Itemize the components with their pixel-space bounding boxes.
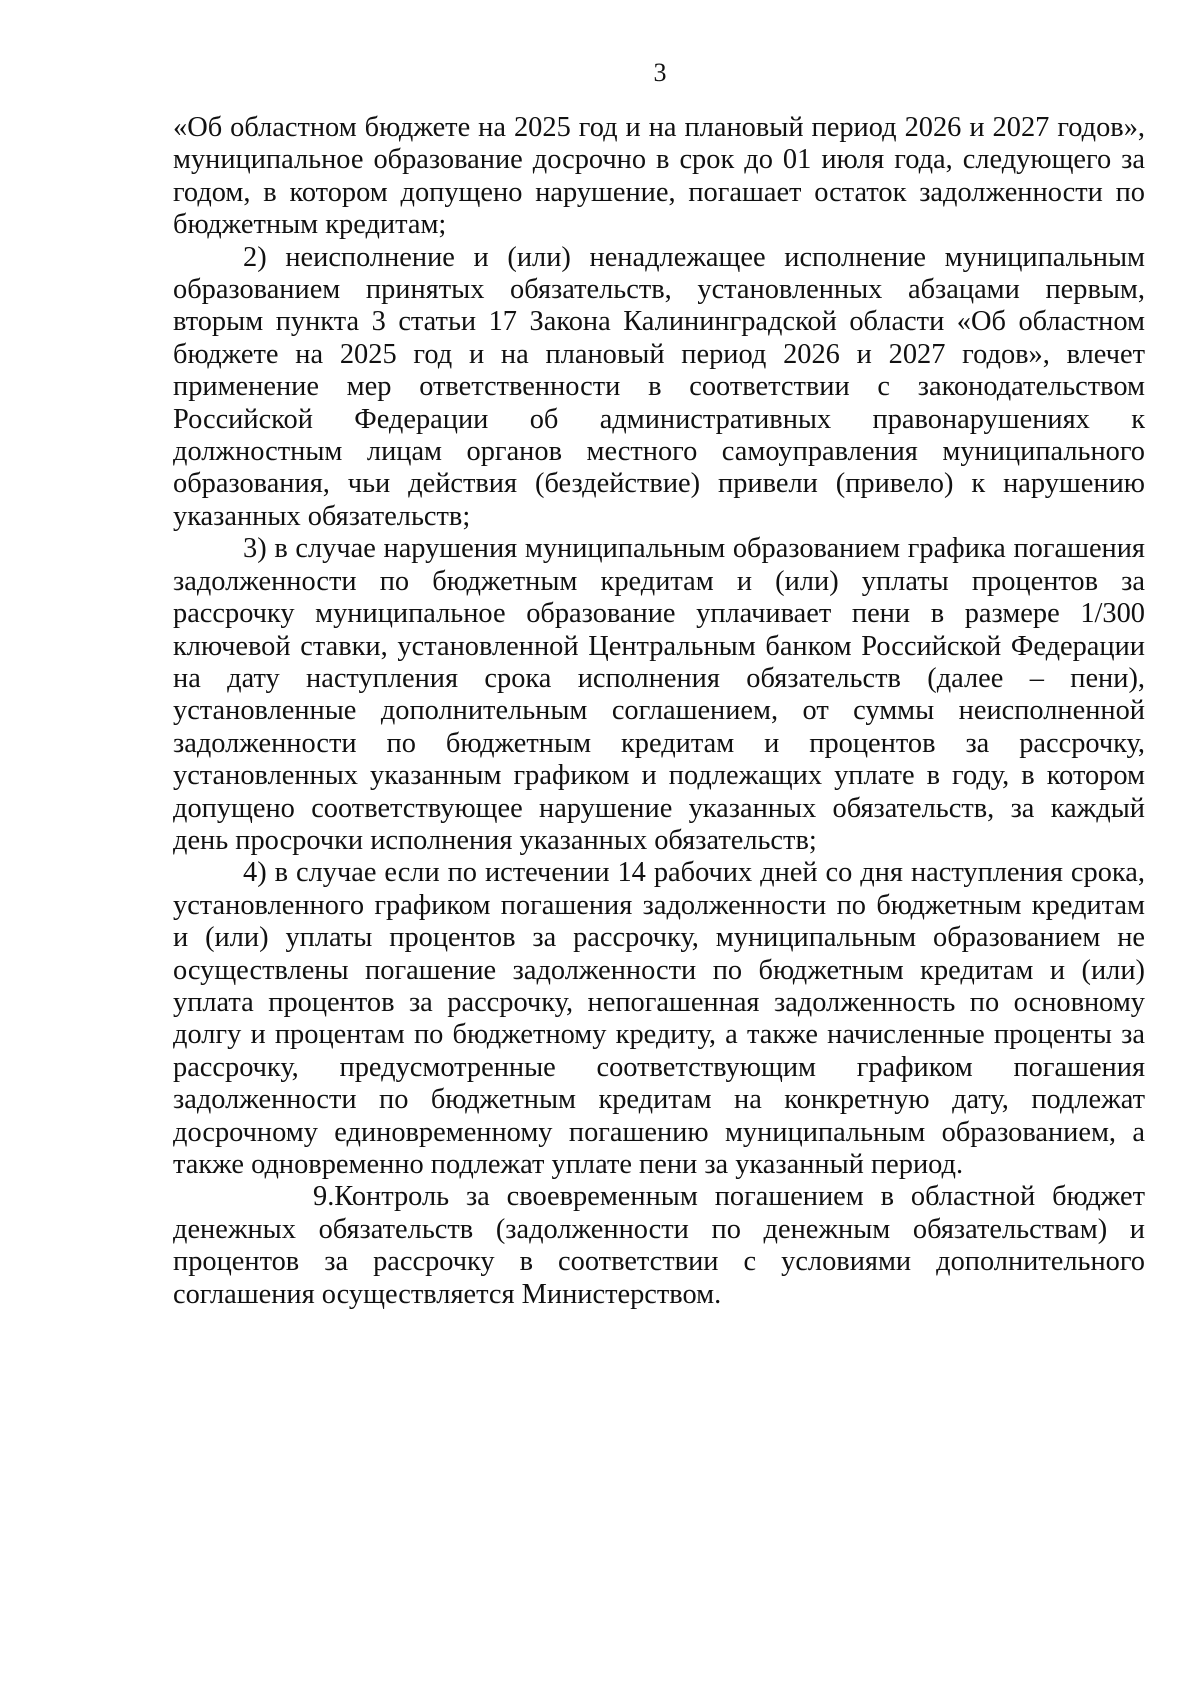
paragraph-item-2 xyxy=(173,242,1145,534)
paragraph-continuation: «Об областном бюджете на 2025 год и на плановый период 2026 и 2027 годов», муниципальное образование досрочно в срок до 01 июля года, следующего за годом, в котором допущено нарушение, погашает остаток задолженности по бюджетным кредитам; xyxy=(173,112,1145,241)
item-label: 3) xyxy=(243,533,267,565)
document-body xyxy=(173,112,1145,1311)
item-label: 4) xyxy=(243,857,267,889)
item-text: в случае нарушения муниципальным образованием графика погашения задолженности по бюджетным кредитам и (или) уплаты процентов за рассрочку муниципальное образование уплачивает пени в размере 1/300 ключевой ставки, установленной Центральным банком Российской Федерации на дату наступления срока исполнения обязательств (далее – пени), установленные дополнительным соглашением, от суммы неисполненной задолженности по бюджетным кредитам и процентов за рассрочку, установленных указанным графиком и подлежащих уплате в году, в котором допущено соответствующее нарушение указанных обязательств, за каждый день просрочки исполнения указанных обязательств; xyxy=(173,533,1145,856)
item-text: Контроль за своевременным погашением в областной бюджет денежных обязательств (задолженности по денежным обязательствам) и процентов за рассрочку в соответствии с условиями дополнительного соглашения осуществляется Министерством. xyxy=(173,1181,1145,1310)
paragraph-item-4 xyxy=(173,857,1145,1181)
item-text: неисполнение и (или) ненадлежащее исполнение муниципальным образованием принятых обязательств, установленных абзацами первым, вторым пункта 3 статьи 17 Закона Калининградской области «Об областном бюджете на 2025 год и на плановый период 2026 и 2027 годов», влечет применение мер ответственности в соответствии с законодательством Российской Федерации об административных правонарушениях к должностным лицам органов местного самоуправления муниципального образования, чьи действия (бездействие) привели (привело) к нарушению указанных обязательств; xyxy=(173,241,1145,532)
item-label: 9. xyxy=(313,1181,335,1213)
page-number: 3 xyxy=(653,58,667,87)
item-label: 2) xyxy=(243,241,267,273)
paragraph-item-9 xyxy=(173,1181,1145,1311)
item-text: в случае если по истечении 14 рабочих дней со дня наступления срока, установленного графиком погашения задолженности по бюджетным кредитам и (или) уплаты процентов за рассрочку, муниципальным образованием не осуществлены погашение задолженности по бюджетным кредитам и (или) уплата процентов за рассрочку, непогашенная задолженность по основному долгу и процентам по бюджетному кредиту, а также начисленные проценты за рассрочку, предусмотренные соответствующим графиком погашения задолженности по бюджетным кредитам на конкретную дату, подлежат досрочному единовременному погашению муниципальным образованием, а также одновременно подлежат уплате пени за указанный период. xyxy=(173,857,1145,1180)
paragraph-item-3 xyxy=(173,533,1145,857)
